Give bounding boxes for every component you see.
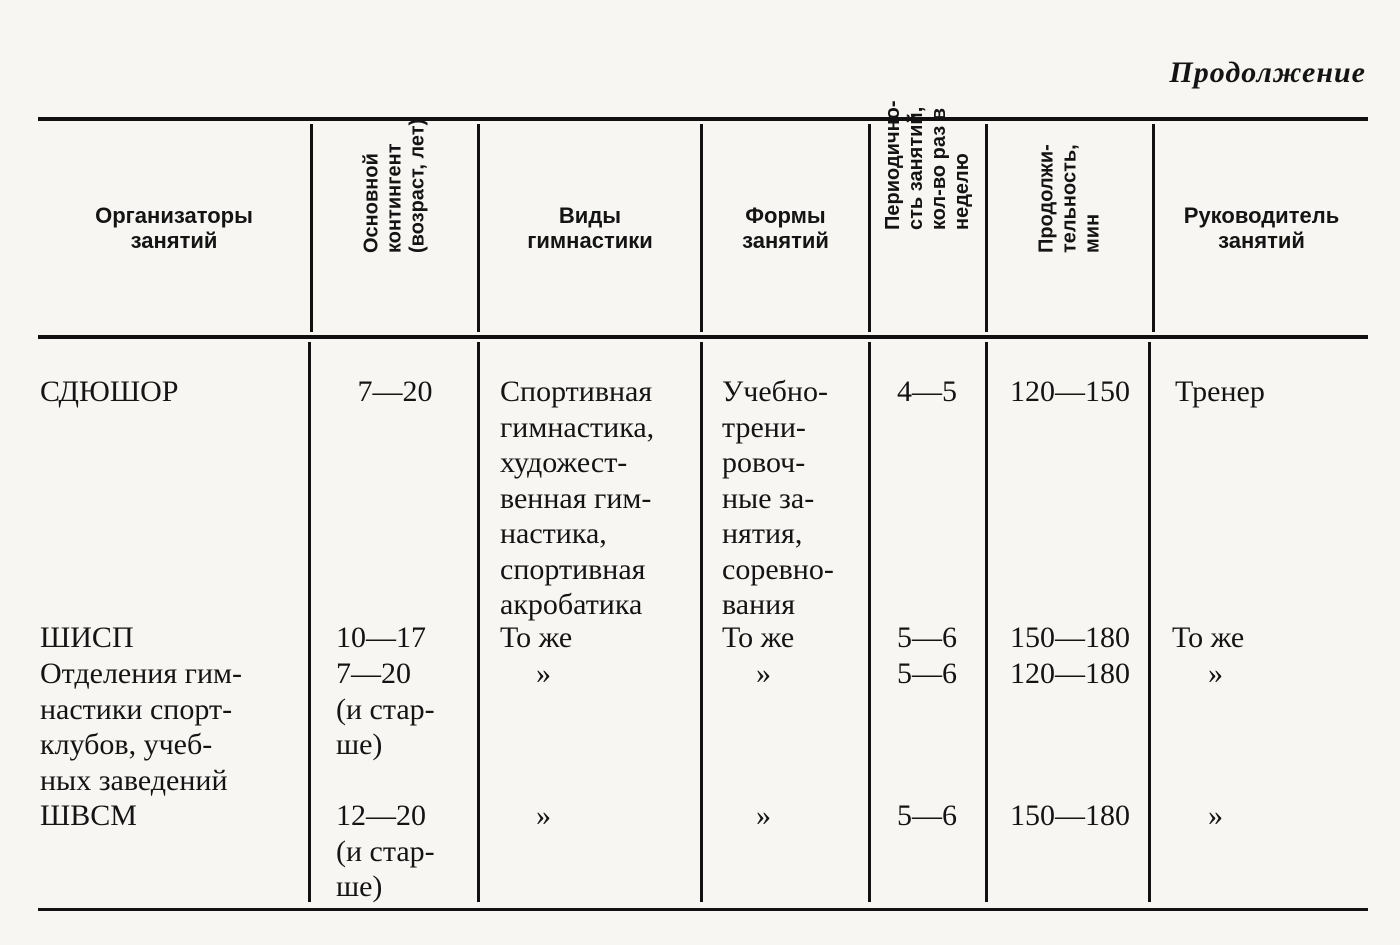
body-divider <box>985 342 988 902</box>
header-rule <box>38 335 1368 339</box>
row1-forms: Учебно- трени- ровоч- ные за- нятия, соревно- вания <box>722 375 834 621</box>
row1-age: 7—20 <box>357 375 433 408</box>
header-contingent: Основной контингент (возраст, лет) <box>360 118 429 253</box>
header-frequency: Периодично- сть занятий, кол-во раз в неделю <box>882 100 973 230</box>
row2-leader: То же <box>1172 621 1245 654</box>
row2-forms: То же <box>722 621 795 654</box>
header-organizers: Организаторы занятий <box>95 203 253 253</box>
header-types: Виды гимнастики <box>527 203 653 253</box>
row3-forms: » <box>756 657 771 690</box>
row4-leader: » <box>1208 799 1223 832</box>
body-divider <box>308 342 311 902</box>
row1-duration: 120—150 <box>1010 375 1130 408</box>
row1-frequency: 4—5 <box>897 375 957 408</box>
row4-organizer: ШВСМ <box>40 799 137 832</box>
continuation-label: Продолжение <box>1169 56 1366 89</box>
row3-types: » <box>536 657 551 690</box>
row3-organizer: Отделения гим- настики спорт- клубов, учеб- ных заведений <box>40 657 242 797</box>
row4-duration: 150—180 <box>1010 799 1130 832</box>
row3-frequency: 5—6 <box>897 657 957 690</box>
row2-frequency: 5—6 <box>897 621 957 654</box>
row3-duration: 120—180 <box>1010 657 1130 690</box>
header-leader: Руководитель занятий <box>1183 203 1340 253</box>
row2-types: То же <box>500 621 573 654</box>
row3-leader: » <box>1208 657 1223 690</box>
row1-organizer: СДЮШОР <box>40 375 179 408</box>
body-divider <box>477 342 480 902</box>
row1-types: Спортивная гимнастика, художест- венная гим- настика, спортивная акробатика <box>500 375 655 621</box>
row2-age: 10—17 <box>336 621 426 654</box>
row1-leader: Тренер <box>1175 375 1265 408</box>
row4-types: » <box>536 799 551 832</box>
top-rule <box>38 117 1368 121</box>
row3-age: 7—20 (и стар- ше) <box>336 657 435 761</box>
row2-duration: 150—180 <box>1010 621 1130 654</box>
row4-frequency: 5—6 <box>897 799 957 832</box>
header-duration: Продолжи- тельность, мин <box>1035 144 1104 253</box>
row2-organizer: ШИСП <box>40 621 134 654</box>
row4-age: 12—20 (и стар- ше) <box>336 799 435 903</box>
bottom-rule <box>38 908 1368 911</box>
body-divider <box>700 342 703 902</box>
header-forms: Формы занятий <box>742 203 829 253</box>
row4-forms: » <box>756 799 771 832</box>
